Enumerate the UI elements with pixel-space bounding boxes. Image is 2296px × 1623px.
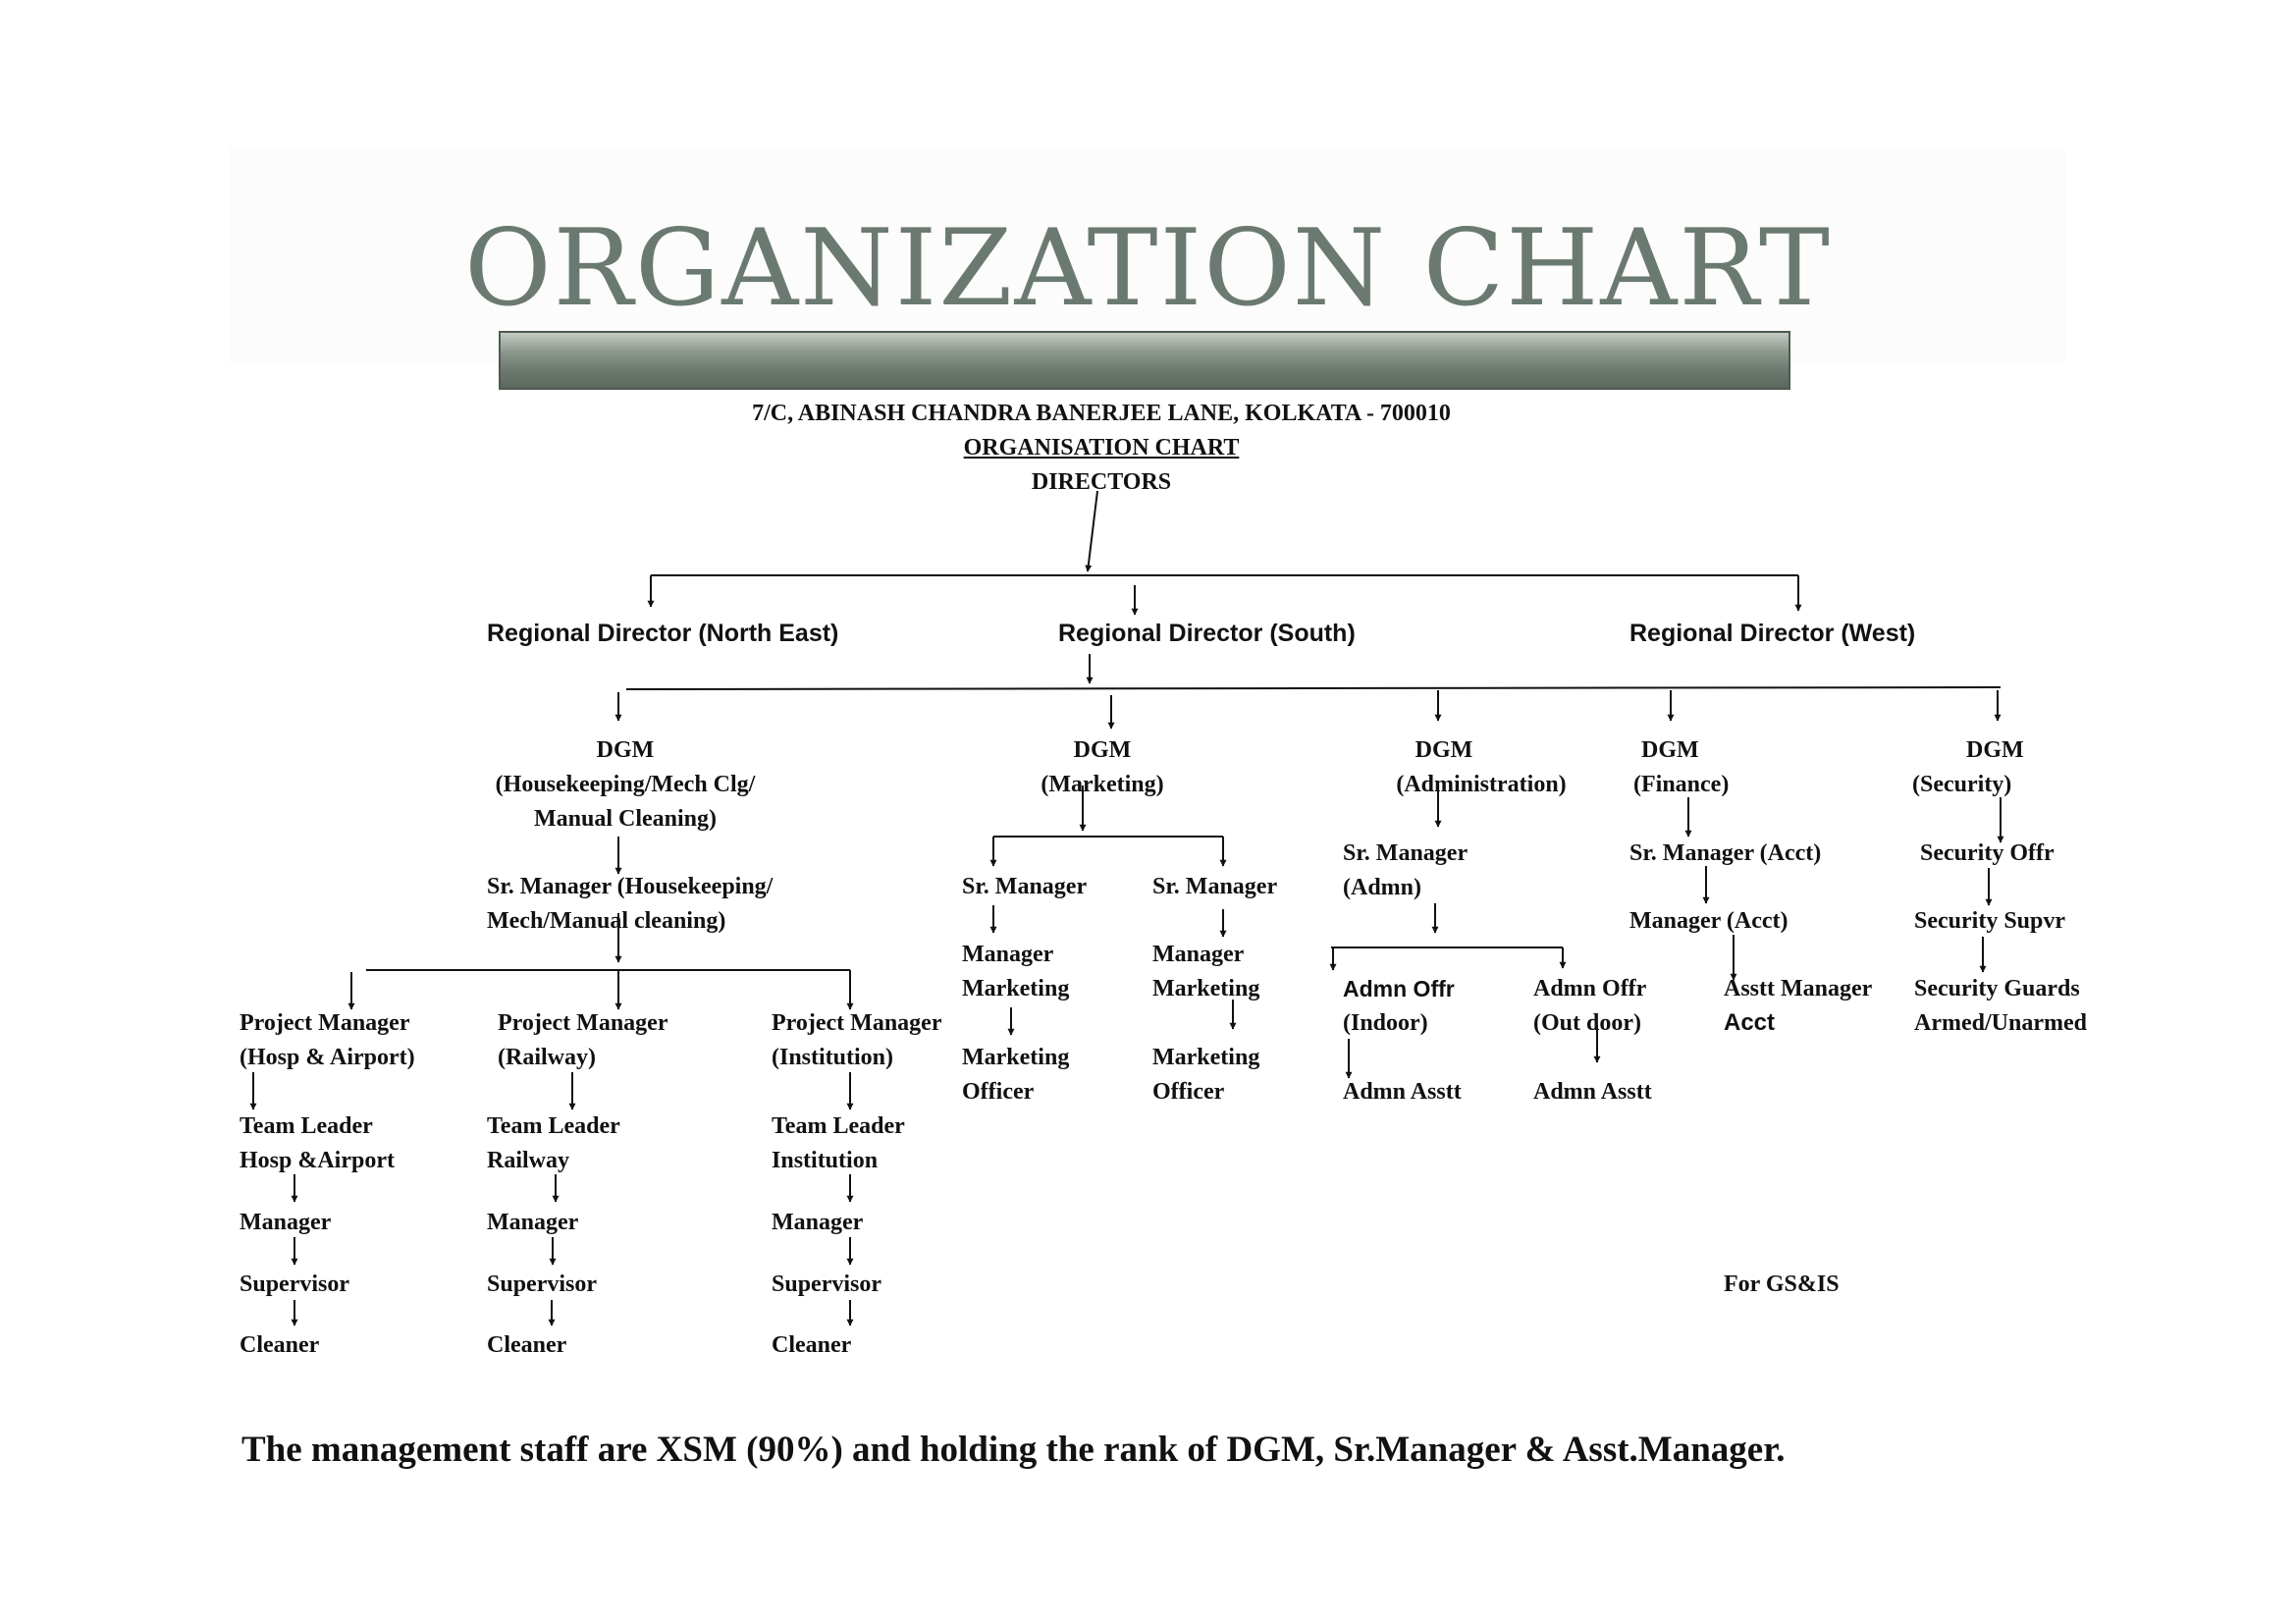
marketing-manager-right: Manager	[1152, 942, 1245, 967]
finance-sr-manager: Sr. Manager (Acct)	[1629, 840, 1822, 866]
security-guards-sub: Armed/Unarmed	[1914, 1010, 2087, 1036]
finance-asstt-manager: Asstt Manager	[1724, 976, 1873, 1001]
project-manager-institution-sub: (Institution)	[772, 1045, 894, 1070]
team-leader-institution-sub: Institution	[772, 1148, 879, 1173]
team-leader-railway: Team Leader	[487, 1113, 620, 1139]
project-manager-hosp-airport-sub: (Hosp & Airport)	[240, 1045, 415, 1070]
organisation-chart-subtitle: ORGANISATION CHART	[963, 435, 1240, 460]
project-manager-hosp-airport: Project Manager	[240, 1010, 410, 1036]
directors-node: DIRECTORS	[1031, 469, 1172, 495]
marketing-officer-left: Marketing	[962, 1045, 1070, 1070]
dgm-finance-title: DGM	[1641, 737, 1699, 763]
finance-manager: Manager (Acct)	[1629, 908, 1789, 934]
dgm-finance-dept: (Finance)	[1633, 772, 1730, 797]
regional-director-north-east: Regional Director (North East)	[487, 620, 839, 647]
marketing-officer-right: Marketing	[1152, 1045, 1260, 1070]
dgm-security-title: DGM	[1966, 737, 2024, 763]
admn-offr-outdoor: Admn Offr	[1533, 976, 1647, 1001]
marketing-manager-left-sub: Marketing	[962, 976, 1070, 1001]
marketing-sr-manager-left: Sr. Manager	[962, 874, 1088, 899]
manager-railway: Manager	[487, 1210, 579, 1235]
dgm-security-dept: (Security)	[1912, 772, 2012, 797]
marketing-officer-left-sub: Officer	[962, 1079, 1035, 1105]
team-leader-institution: Team Leader	[772, 1113, 905, 1139]
page-title: ORGANIZATION CHART	[464, 207, 1832, 330]
team-leader-hosp-airport-sub: Hosp &Airport	[240, 1148, 395, 1173]
marketing-manager-left: Manager	[962, 942, 1054, 967]
dgm-marketing-dept: (Marketing)	[1041, 772, 1164, 797]
dgm-housekeeping-dept: (Housekeeping/Mech Clg/	[495, 772, 756, 797]
admin-sr-manager: Sr. Manager	[1343, 840, 1468, 866]
project-manager-railway-sub: (Railway)	[498, 1045, 596, 1070]
regional-director-south: Regional Director (South)	[1058, 620, 1356, 647]
footer-statement: The management staff are XSM (90%) and holding the rank of DGM, Sr.Manager & Asst.Manager.	[241, 1430, 1786, 1470]
team-leader-railway-sub: Railway	[487, 1148, 569, 1173]
marketing-officer-right-sub: Officer	[1152, 1079, 1225, 1105]
dgm-marketing-title: DGM	[1073, 737, 1132, 763]
security-supvr: Security Supvr	[1914, 908, 2066, 934]
supervisor-railway: Supervisor	[487, 1271, 598, 1297]
admn-offr-outdoor-sub: (Out door)	[1533, 1010, 1641, 1036]
address-line: 7/C, ABINASH CHANDRA BANERJEE LANE, KOLKATA - 700010	[752, 401, 1451, 426]
cleaner-institution: Cleaner	[772, 1332, 852, 1358]
dgm-housekeeping-dept-cont: Manual Cleaning)	[533, 806, 718, 832]
marketing-sr-manager-right: Sr. Manager	[1152, 874, 1278, 899]
manager-institution: Manager	[772, 1210, 864, 1235]
project-manager-institution: Project Manager	[772, 1010, 942, 1036]
manager-hosp-airport: Manager	[240, 1210, 332, 1235]
admin-sr-manager-sub: (Admn)	[1343, 875, 1422, 900]
security-guards: Security Guards	[1914, 976, 2080, 1001]
security-offr: Security Offr	[1920, 840, 2055, 866]
cleaner-railway: Cleaner	[487, 1332, 567, 1358]
admn-asstt-outdoor: Admn Asstt	[1533, 1079, 1652, 1105]
for-gsis-note: For GS&IS	[1724, 1271, 1840, 1297]
supervisor-hosp-airport: Supervisor	[240, 1271, 350, 1297]
hk-sr-manager-cont: Mech/Manual cleaning)	[487, 908, 726, 934]
admn-asstt-indoor: Admn Asstt	[1343, 1079, 1462, 1105]
supervisor-institution: Supervisor	[772, 1271, 882, 1297]
hk-sr-manager: Sr. Manager (Housekeeping/	[487, 874, 774, 899]
regional-director-west: Regional Director (West)	[1629, 620, 1916, 647]
cleaner-hosp-airport: Cleaner	[240, 1332, 320, 1358]
dgm-administration-dept: (Administration)	[1396, 772, 1567, 797]
admn-offr-indoor: Admn Offr	[1343, 976, 1455, 1001]
marketing-manager-right-sub: Marketing	[1152, 976, 1260, 1001]
dgm-administration-title: DGM	[1415, 737, 1473, 763]
finance-asstt-manager-sub: Acct	[1724, 1009, 1776, 1036]
admn-offr-indoor-sub: (Indoor)	[1343, 1010, 1428, 1036]
team-leader-hosp-airport: Team Leader	[240, 1113, 373, 1139]
project-manager-railway: Project Manager	[498, 1010, 668, 1036]
dgm-housekeeping-title: DGM	[596, 737, 655, 763]
